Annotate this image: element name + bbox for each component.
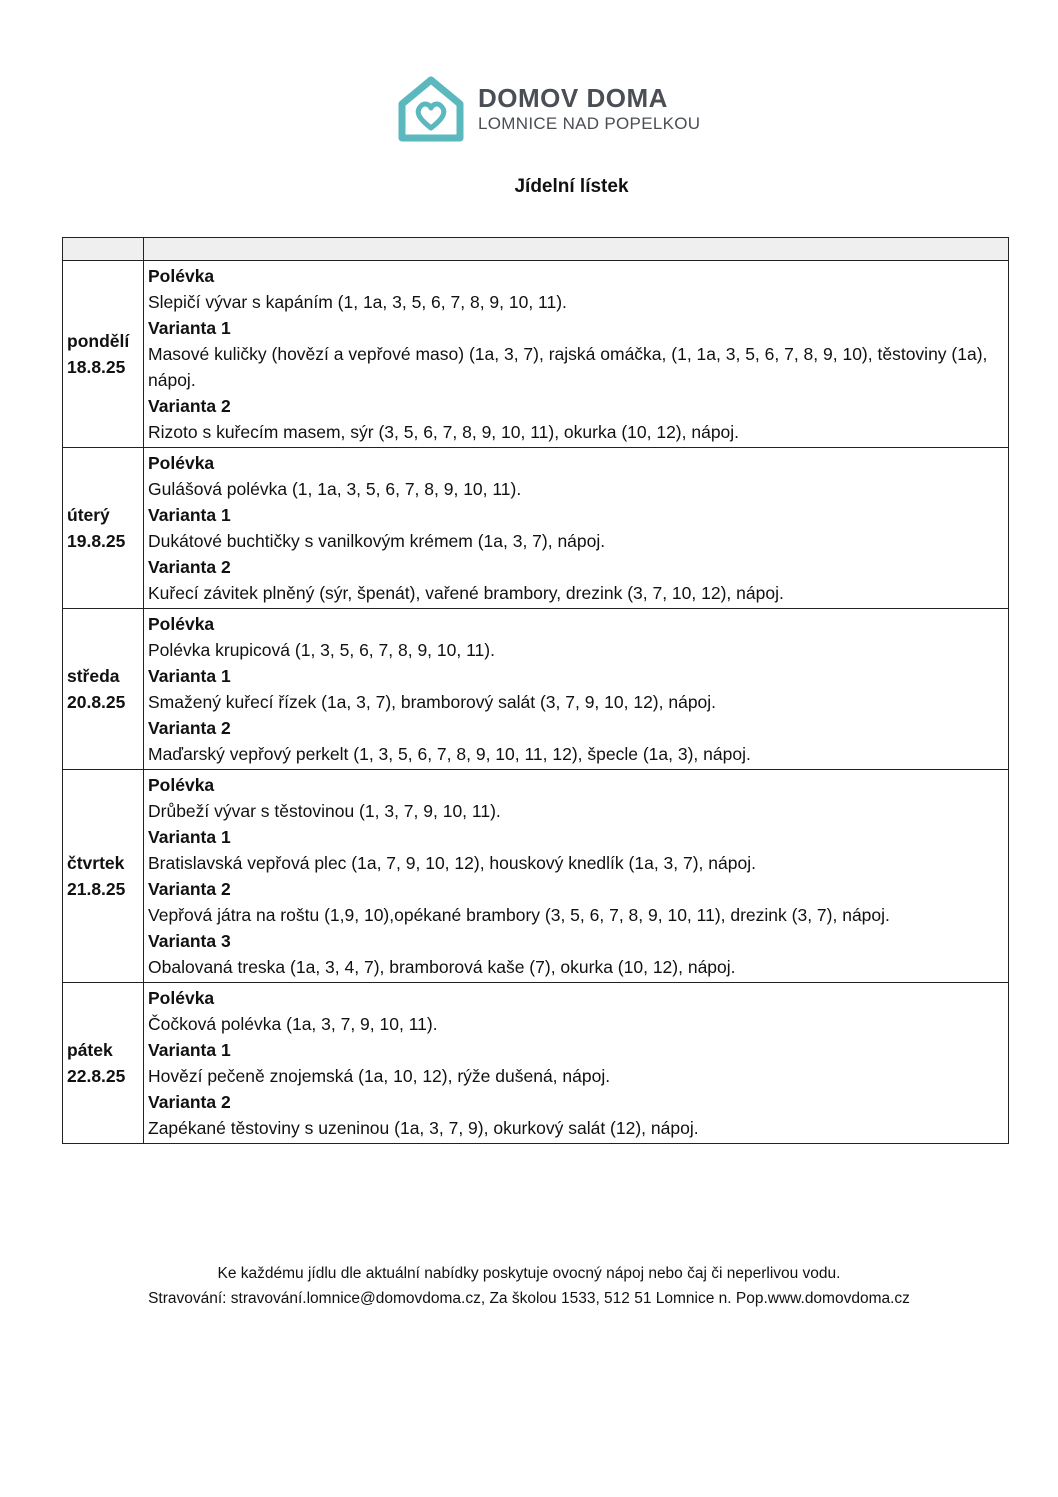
dish-text: Rizoto s kuřecím masem, sýr (3, 5, 6, 7, 8, 9, 10, 11), okurka (10, 12), nápoj. (148, 422, 740, 442)
dish-text: Kuřecí závitek plněný (sýr, špenát), vařené brambory, drezink (3, 7, 10, 12), nápoj. (148, 583, 784, 603)
dish-text: Maďarský vepřový perkelt (1, 3, 5, 6, 7, 8, 9, 10, 11, 12), špecle (1a, 3), nápoj. (148, 744, 751, 764)
footer-note: Ke každému jídlu dle aktuální nabídky poskytuje ovocný nápoj nebo čaj či neperlivou vodu. (217, 1265, 841, 1282)
menu-body (63, 261, 1009, 1144)
table-row (63, 609, 1009, 770)
dish-text: Gulášová polévka (1, 1a, 3, 5, 6, 7, 8, 9, 10, 11). (148, 479, 522, 499)
section-label: Varianta 1 (148, 666, 231, 686)
section-label: Varianta 2 (148, 879, 231, 899)
dishes-cell (144, 261, 1009, 448)
menu-table (62, 237, 1009, 1144)
dishes-cell (144, 770, 1009, 983)
section-label: Varianta 2 (148, 1092, 231, 1112)
section-label: Varianta 1 (148, 505, 231, 525)
day-date: 22.8.25 (67, 1066, 126, 1086)
day-date: 21.8.25 (67, 879, 126, 899)
day-cell (63, 983, 144, 1144)
dishes-cell (144, 983, 1009, 1144)
section-label: Varianta 1 (148, 827, 231, 847)
logo (380, 64, 718, 154)
footer-contact: Stravování: stravování.lomnice@domovdoma.cz, Za školou 1533, 512 51 Lomnice n. Pop.www.domovdoma.cz (148, 1290, 910, 1307)
dish-text: Smažený kuřecí řízek (1a, 3, 7), bramborový salát (3, 7, 9, 10, 12), nápoj. (148, 692, 717, 712)
table-row (63, 983, 1009, 1144)
table-header-row (63, 238, 1009, 261)
dish-text: Slepičí vývar s kapáním (1, 1a, 3, 5, 6, 7, 8, 9, 10, 11). (148, 292, 567, 312)
dish-text: Hovězí pečeně znojemská (1a, 10, 12), rýže dušená, nápoj. (148, 1066, 611, 1086)
section-label: Varianta 2 (148, 557, 231, 577)
footer (0, 1261, 1058, 1311)
day-name: čtvrtek (67, 853, 125, 873)
section-label: Varianta 1 (148, 318, 231, 338)
day-cell (63, 448, 144, 609)
section-label: Varianta 1 (148, 1040, 231, 1060)
section-label: Polévka (148, 988, 215, 1008)
day-date: 20.8.25 (67, 692, 126, 712)
section-label: Polévka (148, 266, 215, 286)
day-cell (63, 609, 144, 770)
page-title: Jídelní lístek (514, 176, 629, 197)
day-cell (63, 261, 144, 448)
section-label: Polévka (148, 614, 215, 634)
header-cell-day (63, 238, 144, 261)
section-label: Polévka (148, 775, 215, 795)
day-date: 19.8.25 (67, 531, 126, 551)
day-date: 18.8.25 (67, 357, 126, 377)
dish-text: Obalovaná treska (1a, 3, 4, 7), bramborová kaše (7), okurka (10, 12), nápoj. (148, 957, 736, 977)
section-label: Varianta 3 (148, 931, 231, 951)
day-name: úterý (67, 505, 110, 525)
section-label: Polévka (148, 453, 215, 473)
dishes-cell (144, 609, 1009, 770)
table-row (63, 448, 1009, 609)
table-row (63, 261, 1009, 448)
dish-text: Zapékané těstoviny s uzeninou (1a, 3, 7, 9), okurkový salát (12), nápoj. (148, 1118, 699, 1138)
dish-text: Polévka krupicová (1, 3, 5, 6, 7, 8, 9, 10, 11). (148, 640, 495, 660)
dish-text: Dukátové buchtičky s vanilkovým krémem (1a, 3, 7), nápoj. (148, 531, 606, 551)
dish-text: Drůbeží vývar s těstovinou (1, 3, 7, 9, 10, 11). (148, 801, 501, 821)
day-cell (63, 770, 144, 983)
section-label: Varianta 2 (148, 718, 231, 738)
dish-text: Čočková polévka (1a, 3, 7, 9, 10, 11). (148, 1014, 438, 1034)
dish-text: Masové kuličky (hovězí a vepřové maso) (1a, 3, 7), rajská omáčka, (1, 1a, 3, 5, 6, 7, 8, 9, 10), těstoviny (1a), nápoj. (148, 344, 988, 390)
dishes-cell (144, 448, 1009, 609)
day-name: pondělí (67, 331, 130, 351)
brand-subtitle: LOMNICE NAD POPELKOU (478, 114, 701, 133)
header-cell-dishes (144, 238, 1009, 261)
brand-name: DOMOV DOMA (478, 83, 668, 113)
dish-text: Vepřová játra na roštu (1,9, 10),opékané brambory (3, 5, 6, 7, 8, 9, 10, 11), drezink (3, 7), nápoj. (148, 905, 890, 925)
dish-text: Bratislavská vepřová plec (1a, 7, 9, 10, 12), houskový knedlík (1a, 3, 7), nápoj. (148, 853, 756, 873)
table-row (63, 770, 1009, 983)
day-name: pátek (67, 1040, 113, 1060)
section-label: Varianta 2 (148, 396, 231, 416)
day-name: středa (67, 666, 120, 686)
house-heart-icon (396, 74, 466, 144)
